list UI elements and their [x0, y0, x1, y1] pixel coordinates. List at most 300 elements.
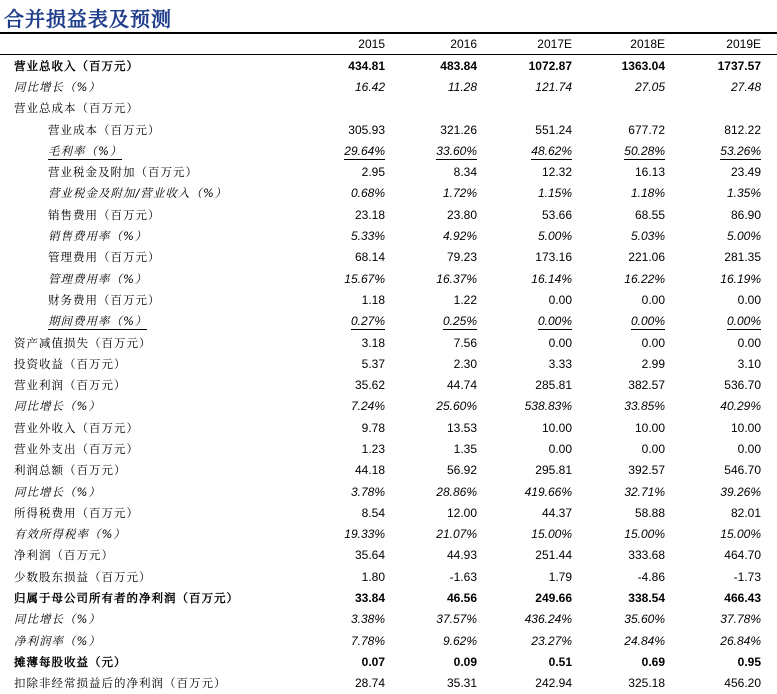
value-text: 48.62%	[531, 143, 572, 158]
table-row	[0, 481, 777, 502]
value-cell	[401, 502, 493, 523]
value-text: 0.00%	[726, 314, 761, 329]
table-row	[0, 55, 777, 77]
value-cell	[401, 225, 493, 246]
value-cell	[401, 204, 493, 225]
value-cell	[588, 289, 681, 310]
value-cell	[312, 609, 401, 630]
value-text: 35.62	[354, 378, 385, 393]
value-cell	[681, 566, 777, 587]
value-cell	[588, 524, 681, 545]
value-cell	[681, 289, 777, 310]
value-text: 27.48	[730, 79, 761, 94]
value-text: 0.27%	[350, 314, 385, 329]
value-text: 39.26%	[720, 484, 761, 499]
value-cell	[588, 438, 681, 459]
value-text: 5.03%	[630, 229, 665, 244]
value-cell	[493, 183, 588, 204]
table-row	[0, 204, 777, 225]
value-text: 1.22	[453, 292, 477, 307]
value-text: 35.60%	[624, 612, 665, 627]
value-cell	[588, 161, 681, 182]
value-text: 121.74	[535, 79, 572, 94]
value-cell	[681, 55, 777, 77]
value-cell	[401, 183, 493, 204]
value-text: 7.78%	[350, 633, 385, 648]
value-text: 321.26	[440, 122, 477, 137]
column-header: 2015	[312, 34, 401, 55]
value-cell	[401, 311, 493, 332]
value-text: 546.70	[724, 463, 761, 478]
table-row	[0, 545, 777, 566]
value-text: 0.00	[641, 335, 665, 350]
value-cell	[312, 417, 401, 438]
value-text: 33.84	[354, 591, 385, 606]
row-label	[0, 460, 312, 481]
value-text: 7.24%	[350, 399, 385, 414]
value-text: 16.19%	[720, 271, 761, 286]
value-cell	[681, 545, 777, 566]
value-cell	[312, 374, 401, 395]
row-label-text: 投资收益（百万元）	[14, 356, 127, 371]
value-text: 325.18	[628, 676, 665, 691]
row-label-text: 营业总收入（百万元）	[14, 58, 139, 73]
value-cell	[312, 289, 401, 310]
value-text: 1.23	[361, 441, 385, 456]
value-text: 82.01	[730, 505, 761, 520]
value-cell	[588, 481, 681, 502]
row-label	[0, 374, 312, 395]
value-text: 295.81	[535, 463, 572, 478]
row-label	[0, 545, 312, 566]
row-label-text: 净利润率（%）	[14, 633, 101, 648]
value-text: 0.00	[737, 441, 761, 456]
value-text: 9.78	[361, 420, 385, 435]
value-text: 46.56	[446, 591, 477, 606]
value-text: 15.67%	[344, 271, 385, 286]
value-cell	[588, 460, 681, 481]
value-cell	[681, 161, 777, 182]
value-text: 436.24%	[524, 612, 572, 627]
value-text: 242.94	[535, 676, 572, 691]
value-text: 58.88	[634, 505, 665, 520]
value-text: 44.37	[541, 505, 572, 520]
value-text: 0.25%	[442, 314, 477, 329]
value-text: 8.54	[361, 505, 385, 520]
value-cell	[493, 460, 588, 481]
value-text: -4.86	[637, 569, 665, 584]
row-label-text: 销售费用（百万元）	[48, 207, 161, 222]
value-cell	[312, 651, 401, 672]
table-row	[0, 460, 777, 481]
value-text: 44.74	[446, 378, 477, 393]
row-label	[0, 76, 312, 97]
value-cell	[681, 524, 777, 545]
value-text: 1363.04	[621, 58, 665, 73]
value-text: 21.07%	[436, 527, 477, 542]
row-label-text: 管理费用（百万元）	[48, 250, 161, 265]
value-cell	[312, 332, 401, 353]
value-cell	[588, 98, 681, 119]
value-text: 1.72%	[442, 186, 477, 201]
value-text: 305.93	[348, 122, 385, 137]
value-cell	[493, 225, 588, 246]
value-cell	[493, 332, 588, 353]
value-cell	[493, 524, 588, 545]
row-label-text: 同比增长（%）	[14, 484, 101, 499]
value-cell	[588, 119, 681, 140]
row-label-text: 归属于母公司所有者的净利润（百万元）	[14, 591, 239, 606]
value-text: 338.54	[628, 591, 665, 606]
value-text: 9.62%	[442, 633, 477, 648]
row-label	[0, 204, 312, 225]
value-cell	[312, 183, 401, 204]
value-text: 56.92	[446, 463, 477, 478]
row-label	[0, 247, 312, 268]
value-cell	[493, 140, 588, 161]
table-row	[0, 438, 777, 459]
value-cell	[401, 566, 493, 587]
value-text: 68.14	[354, 250, 385, 265]
row-label-text: 同比增长（%）	[14, 612, 101, 627]
value-cell	[493, 55, 588, 77]
value-cell	[312, 76, 401, 97]
value-text: 1.35	[453, 441, 477, 456]
value-cell	[681, 502, 777, 523]
value-text: -1.63	[449, 569, 477, 584]
value-cell	[401, 524, 493, 545]
row-label-text: 摊薄每股收益（元）	[14, 654, 127, 669]
value-text: 8.34	[453, 165, 477, 180]
value-text: 251.44	[535, 548, 572, 563]
value-cell	[312, 630, 401, 651]
value-text: 29.64%	[344, 143, 385, 158]
value-cell	[493, 545, 588, 566]
value-cell	[493, 247, 588, 268]
row-label	[0, 289, 312, 310]
value-text: 28.86%	[436, 484, 477, 499]
value-cell	[493, 587, 588, 608]
table-row	[0, 332, 777, 353]
value-cell	[681, 609, 777, 630]
table-row	[0, 566, 777, 587]
row-label-text: 毛利率（%）	[48, 143, 123, 158]
value-text: 173.16	[535, 250, 572, 265]
value-cell	[588, 76, 681, 97]
table-row	[0, 247, 777, 268]
value-text: 16.37%	[436, 271, 477, 286]
value-text: 79.23	[446, 250, 477, 265]
value-text: 0.00	[548, 441, 572, 456]
value-text: 0.09	[453, 654, 477, 669]
value-text: 10.00	[634, 420, 665, 435]
value-text: 16.13	[634, 165, 665, 180]
value-cell	[681, 204, 777, 225]
row-label	[0, 225, 312, 246]
row-label-text: 管理费用率（%）	[48, 271, 148, 286]
value-cell	[588, 140, 681, 161]
row-label-text: 销售费用率（%）	[48, 229, 148, 244]
value-cell	[312, 204, 401, 225]
value-text: 3.10	[737, 356, 761, 371]
value-cell	[312, 545, 401, 566]
value-cell	[401, 374, 493, 395]
value-text: 551.24	[535, 122, 572, 137]
value-text: 677.72	[628, 122, 665, 137]
value-cell	[401, 396, 493, 417]
value-cell	[401, 140, 493, 161]
value-cell	[681, 98, 777, 119]
row-label-text: 净利润（百万元）	[14, 548, 114, 563]
value-text: 23.49	[730, 165, 761, 180]
row-label	[0, 651, 312, 672]
value-text: 1737.57	[717, 58, 761, 73]
value-text: 86.90	[730, 207, 761, 222]
value-text: 2.99	[641, 356, 665, 371]
value-text: 53.26%	[720, 143, 761, 158]
value-cell	[681, 268, 777, 289]
value-text: 23.27%	[531, 633, 572, 648]
value-cell	[681, 247, 777, 268]
table-row	[0, 587, 777, 608]
value-cell	[493, 204, 588, 225]
value-cell	[312, 438, 401, 459]
value-text: 5.33%	[350, 229, 385, 244]
value-cell	[401, 247, 493, 268]
value-cell	[401, 98, 493, 119]
row-label	[0, 161, 312, 182]
value-text: 26.84%	[720, 633, 761, 648]
row-label-text: 营业税金及附加（百万元）	[48, 165, 198, 180]
value-cell	[401, 651, 493, 672]
value-cell	[312, 481, 401, 502]
row-label-text: 营业外支出（百万元）	[14, 441, 139, 456]
table-row	[0, 651, 777, 672]
value-text: 16.14%	[531, 271, 572, 286]
value-cell	[401, 460, 493, 481]
value-cell	[493, 481, 588, 502]
value-cell	[681, 438, 777, 459]
value-cell	[312, 353, 401, 374]
row-label-text: 营业外收入（百万元）	[14, 420, 139, 435]
value-text: 1.35%	[726, 186, 761, 201]
row-label	[0, 98, 312, 119]
income-statement-table	[0, 34, 777, 694]
value-text: 3.38%	[350, 612, 385, 627]
value-text: 35.31	[446, 676, 477, 691]
row-label	[0, 353, 312, 374]
value-text: 538.83%	[524, 399, 572, 414]
table-row	[0, 609, 777, 630]
table-row	[0, 98, 777, 119]
value-text: 2.95	[361, 165, 385, 180]
column-header: 2016	[401, 34, 493, 55]
value-text: 0.95	[737, 654, 761, 669]
value-cell	[401, 545, 493, 566]
value-text: 10.00	[730, 420, 761, 435]
value-text: 12.32	[541, 165, 572, 180]
value-cell	[312, 524, 401, 545]
value-text: 1.18%	[630, 186, 665, 201]
value-text: 0.68%	[350, 186, 385, 201]
value-cell	[493, 566, 588, 587]
value-text: 10.00	[541, 420, 572, 435]
value-text: 15.00%	[531, 527, 572, 542]
value-text: 5.00%	[537, 229, 572, 244]
row-label-text: 期间费用率（%）	[48, 314, 148, 329]
value-cell	[401, 332, 493, 353]
value-cell	[312, 247, 401, 268]
value-text: 1.79	[548, 569, 572, 584]
value-text: 536.70	[724, 378, 761, 393]
value-cell	[312, 587, 401, 608]
value-text: 249.66	[535, 591, 572, 606]
value-text: 0.51	[548, 654, 572, 669]
value-cell	[588, 587, 681, 608]
value-text: 0.69	[641, 654, 665, 669]
value-text: 32.71%	[624, 484, 665, 499]
value-cell	[312, 268, 401, 289]
value-text: 3.18	[361, 335, 385, 350]
value-cell	[312, 98, 401, 119]
value-cell	[312, 225, 401, 246]
table-row	[0, 502, 777, 523]
value-text: 37.57%	[436, 612, 477, 627]
value-cell	[312, 140, 401, 161]
table-row	[0, 353, 777, 374]
table-row	[0, 140, 777, 161]
value-cell	[401, 417, 493, 438]
value-cell	[312, 502, 401, 523]
column-header: 2017E	[493, 34, 588, 55]
value-cell	[681, 119, 777, 140]
row-label-text: 所得税费用（百万元）	[14, 505, 139, 520]
table-row	[0, 119, 777, 140]
value-cell	[493, 98, 588, 119]
value-cell	[401, 587, 493, 608]
table-row	[0, 374, 777, 395]
value-cell	[588, 374, 681, 395]
table-row	[0, 524, 777, 545]
row-label	[0, 332, 312, 353]
value-cell	[681, 183, 777, 204]
table-row	[0, 396, 777, 417]
value-cell	[588, 225, 681, 246]
value-text: 0.00%	[630, 314, 665, 329]
value-cell	[493, 374, 588, 395]
value-cell	[681, 76, 777, 97]
value-text: 419.66%	[524, 484, 572, 499]
value-cell	[681, 630, 777, 651]
value-cell	[493, 630, 588, 651]
table-row	[0, 289, 777, 310]
value-text: 0.00	[737, 335, 761, 350]
row-label-text: 利润总额（百万元）	[14, 463, 127, 478]
value-cell	[401, 268, 493, 289]
row-label	[0, 609, 312, 630]
value-cell	[312, 566, 401, 587]
row-label-text: 营业成本（百万元）	[48, 122, 161, 137]
value-cell	[681, 396, 777, 417]
value-cell	[588, 566, 681, 587]
page-title: 合并损益表及预测	[4, 7, 172, 31]
value-text: 5.00%	[726, 229, 761, 244]
row-label-text: 少数股东损益（百万元）	[14, 569, 152, 584]
value-text: 33.85%	[624, 399, 665, 414]
value-text: 37.78%	[720, 612, 761, 627]
value-cell	[588, 353, 681, 374]
value-text: 382.57	[628, 378, 665, 393]
value-cell	[588, 545, 681, 566]
value-text: 40.29%	[720, 399, 761, 414]
row-label-text: 同比增长（%）	[14, 79, 101, 94]
header-row	[0, 34, 777, 55]
value-cell	[493, 502, 588, 523]
row-label-text: 扣除非经常损益后的净利润（百万元）	[14, 676, 227, 691]
value-cell	[401, 630, 493, 651]
row-label-text: 财务费用（百万元）	[48, 292, 161, 307]
row-label	[0, 566, 312, 587]
value-cell	[681, 332, 777, 353]
row-label	[0, 119, 312, 140]
value-text: 7.56	[453, 335, 477, 350]
value-cell	[312, 55, 401, 77]
value-text: 44.18	[354, 463, 385, 478]
row-label	[0, 587, 312, 608]
value-cell	[588, 651, 681, 672]
value-cell	[588, 630, 681, 651]
value-cell	[681, 311, 777, 332]
value-text: 27.05	[634, 79, 665, 94]
value-cell	[681, 460, 777, 481]
value-cell	[588, 311, 681, 332]
value-text: 12.00	[446, 505, 477, 520]
value-text: 483.84	[440, 58, 477, 73]
value-text: 281.35	[724, 250, 761, 265]
value-text: 0.00	[548, 335, 572, 350]
value-cell	[493, 119, 588, 140]
row-label	[0, 438, 312, 459]
value-text: 16.22%	[624, 271, 665, 286]
value-cell	[493, 76, 588, 97]
value-text: 1072.87	[528, 58, 572, 73]
value-cell	[493, 353, 588, 374]
value-text: 5.37	[361, 356, 385, 371]
table-row	[0, 76, 777, 97]
row-label	[0, 396, 312, 417]
row-label-text: 有效所得税率（%）	[14, 527, 126, 542]
value-text: 50.28%	[624, 143, 665, 158]
value-text: 23.18	[354, 207, 385, 222]
value-cell	[401, 289, 493, 310]
value-cell	[681, 374, 777, 395]
value-text: 466.43	[724, 591, 761, 606]
value-cell	[493, 289, 588, 310]
value-text: 1.18	[361, 292, 385, 307]
header-label-cell	[0, 34, 312, 55]
column-header: 2018E	[588, 34, 681, 55]
value-text: 456.20	[724, 676, 761, 691]
value-cell	[401, 609, 493, 630]
value-cell	[401, 353, 493, 374]
value-cell	[588, 183, 681, 204]
value-text: 35.64	[354, 548, 385, 563]
value-cell	[588, 247, 681, 268]
value-cell	[401, 481, 493, 502]
row-label	[0, 524, 312, 545]
value-cell	[588, 609, 681, 630]
value-cell	[681, 353, 777, 374]
